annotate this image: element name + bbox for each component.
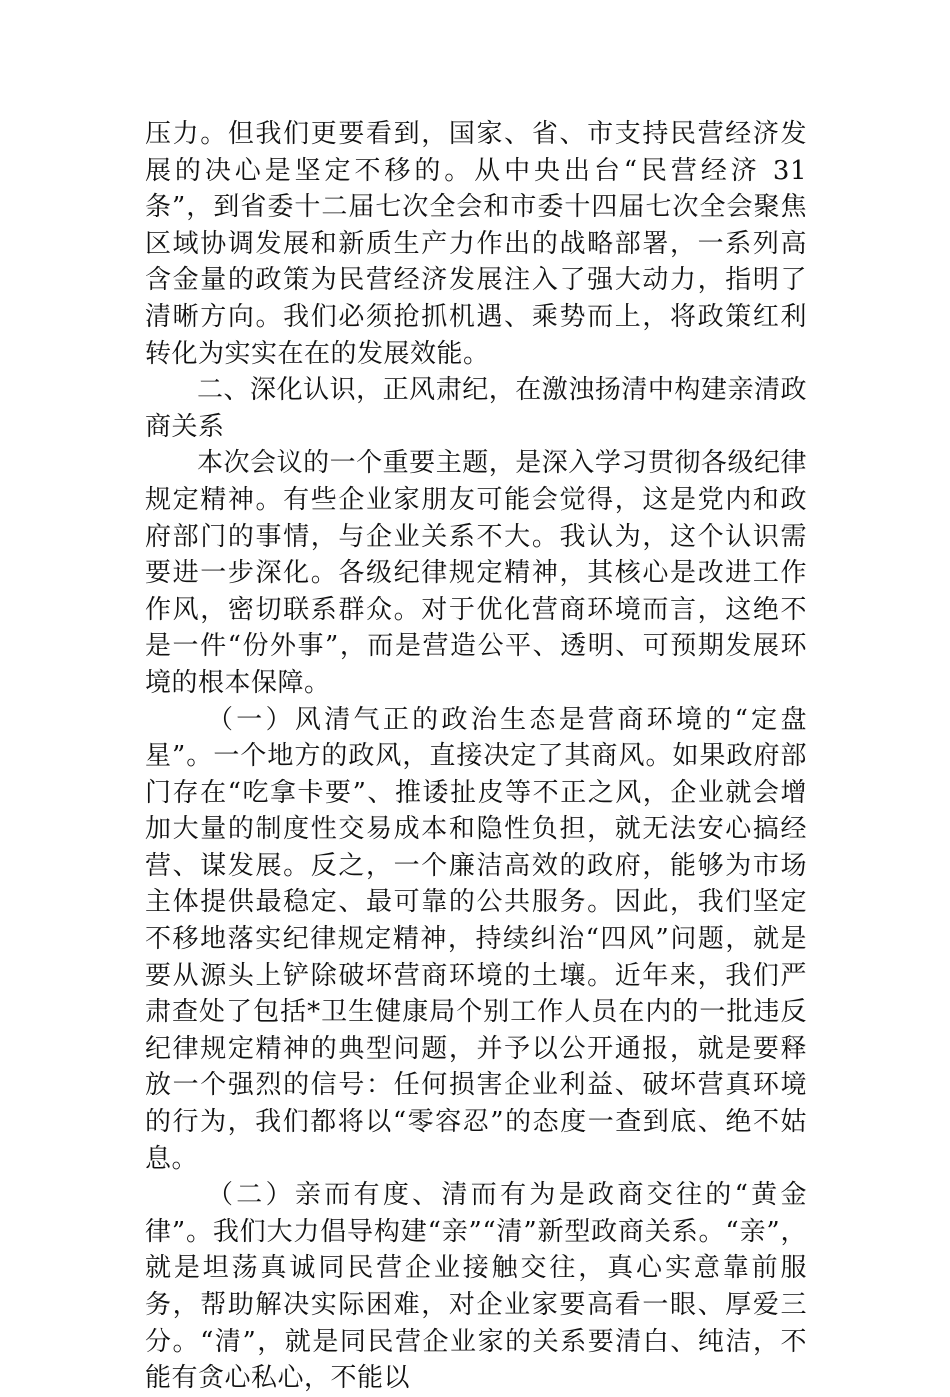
paragraph-intro-continued: 压力。但我们更要看到，国家、省、市支持民营经济发展的决心是坚定不移的。从中央出台“民营经济 31 条”，到省委十二届七次全会和市委十四届七次全会聚焦区域协调发展和新质生产力作出的战略部署，一系列高含金量的政策为民营经济发展注入了强大动力，指明了清晰方向。我们必须抢抓机遇、乘势而上，将政策红利转化为实实在在的发展效能。 [145, 119, 807, 369]
paragraph-subsection-2: （二）亲而有度、清而有为是政商交往的“黄金律”。我们大力倡导构建“亲”“清”新型政商关系。“亲”，就是坦荡真诚同民营企业接触交往，真心实意靠前服务，帮助解决实际困难，对企业家要高看一眼、厚爱三分。“清”，就是同民营企业家的关系要清白、纯洁，不能有贪心私心，不能以 [145, 1180, 807, 1394]
paragraph-meeting-theme: 本次会议的一个重要主题，是深入学习贯彻各级纪律规定精神。有些企业家朋友可能会觉得，这是党内和政府部门的事情，与企业关系不大。我认为，这个认识需要进一步深化。各级纪律规定精神，其核心是改进工作作风，密切联系群众。对于优化营商环境而言，这绝不是一件“份外事”，而是营造公平、透明、可预期发展环境的根本保障。 [145, 448, 807, 698]
section-heading-2: 二、深化认识，正风肃纪，在激浊扬清中构建亲清政商关系 [145, 375, 807, 442]
document-page [145, 116, 807, 1397]
paragraph-subsection-1: （一）风清气正的政治生态是营商环境的“定盘星”。一个地方的政风，直接决定了其商风。如果政府部门存在“吃拿卡要”、推诿扯皮等不正之风，企业就会增加大量的制度性交易成本和隐性负担，就无法安心搞经营、谋发展。反之，一个廉洁高效的政府，能够为市场主体提供最稳定、最可靠的公共服务。因此，我们坚定不移地落实纪律规定精神，持续纠治“四风”问题，就是要从源头上铲除破坏营商环境的土壤。近年来，我们严肃查处了包括*卫生健康局个别工作人员在内的一批违反纪律规定精神的典型问题，并予以公开通报，就是要释放一个强烈的信号：任何损害企业利益、破坏营真环境的行为，我们都将以“零容忍”的态度一查到底、绝不姑息。 [145, 704, 807, 1174]
